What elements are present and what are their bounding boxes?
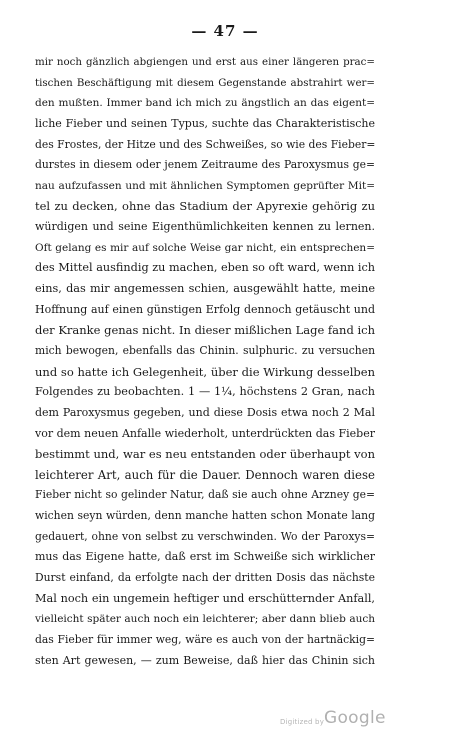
text-line: durstes in diesem oder jenem Zeitraume des Paroxysmus ge= xyxy=(35,158,375,172)
text-line: vielleicht später auch noch ein leichterer; aber dann blieb auch xyxy=(35,613,375,626)
text-line: Fieber nicht so gelinder Natur, daß sie auch ohne Arzney ge= xyxy=(35,488,375,502)
digitized-by-google-watermark xyxy=(280,708,440,732)
text-line: Hoffnung auf einen günstigen Erfolg dennoch getäuscht und xyxy=(35,302,375,316)
text-line: des Frostes, der Hitze und des Schweißes, so wie des Fieber= xyxy=(35,137,375,151)
text-line: Oft gelang es mir auf solche Weise gar nicht, ein entsprechen= xyxy=(35,241,375,254)
text-line: vor dem neuen Anfalle wiederholt, unterdrückten das Fieber xyxy=(35,426,375,440)
text-line: wichen seyn würden, denn manche hatten schon Monate lang xyxy=(35,509,375,523)
text-line: das Fieber für immer weg, wäre es auch von der hartnäckig= xyxy=(35,632,375,646)
digitized-by-label: Digitized by xyxy=(280,718,325,726)
text-line: mus das Eigene hatte, daß erst im Schweiße sich wirklicher xyxy=(35,550,375,564)
text-line: bestimmt und, war es neu entstanden oder überhaupt von xyxy=(35,447,375,462)
text-line: tischen Beschäftigung mit diesem Gegenstande abstrahirt wer= xyxy=(35,76,375,89)
text-line: leichterer Art, auch für die Dauer. Dennoch waren diese xyxy=(35,467,375,482)
page-number: — 47 — xyxy=(191,22,259,40)
text-line: dem Paroxysmus gegeben, und diese Dosis etwa noch 2 Mal xyxy=(35,405,375,419)
text-line: würdigen und seine Eigenthümlichkeiten kennen zu lernen. xyxy=(35,220,375,234)
text-line: Mal noch ein ungemein heftiger und erschütternder Anfall, xyxy=(35,591,375,605)
text-line: mir noch gänzlich abgiengen und erst aus einer längeren prac= xyxy=(35,56,375,68)
text-line: gedauert, ohne von selbst zu verschwinden. Wo der Paroxys= xyxy=(35,529,375,543)
text-line: tel zu decken, ohne das Stadium der Apyrexie gehörig zu xyxy=(35,199,375,214)
text-line: des Mittel ausfindig zu machen, eben so oft ward, wenn ich xyxy=(35,261,375,275)
text-line: der Kranke genas nicht. In dieser mißlichen Lage fand ich xyxy=(35,323,375,338)
text-line: sten Art gewesen, — zum Beweise, daß hier das Chinin sich xyxy=(35,653,375,667)
text-line: nau aufzufassen und mit ähnlichen Symptomen geprüfter Mit= xyxy=(35,179,375,192)
text-line: liche Fieber und seinen Typus, suchte das Charakteristische xyxy=(35,116,375,130)
text-line: Durst einfand, da erfolgte nach der dritten Dosis das nächste xyxy=(35,571,375,585)
text-line: Folgendes zu beobachten. 1 — 1¼, höchstens 2 Gran, nach xyxy=(35,385,375,399)
text-line: eins, das mir angemessen schien, ausgewählt hatte, meine xyxy=(35,282,375,296)
google-logo: Google xyxy=(324,708,386,728)
text-line: den mußten. Immer band ich mich zu ängstlich an das eigent= xyxy=(35,97,375,110)
text-line: und so hatte ich Gelegenheit, über die Wirkung desselben xyxy=(35,364,375,379)
body-text xyxy=(35,52,375,671)
text-line: mich bewogen, ebenfalls das Chinin. sulphuric. zu versuchen xyxy=(35,343,375,357)
